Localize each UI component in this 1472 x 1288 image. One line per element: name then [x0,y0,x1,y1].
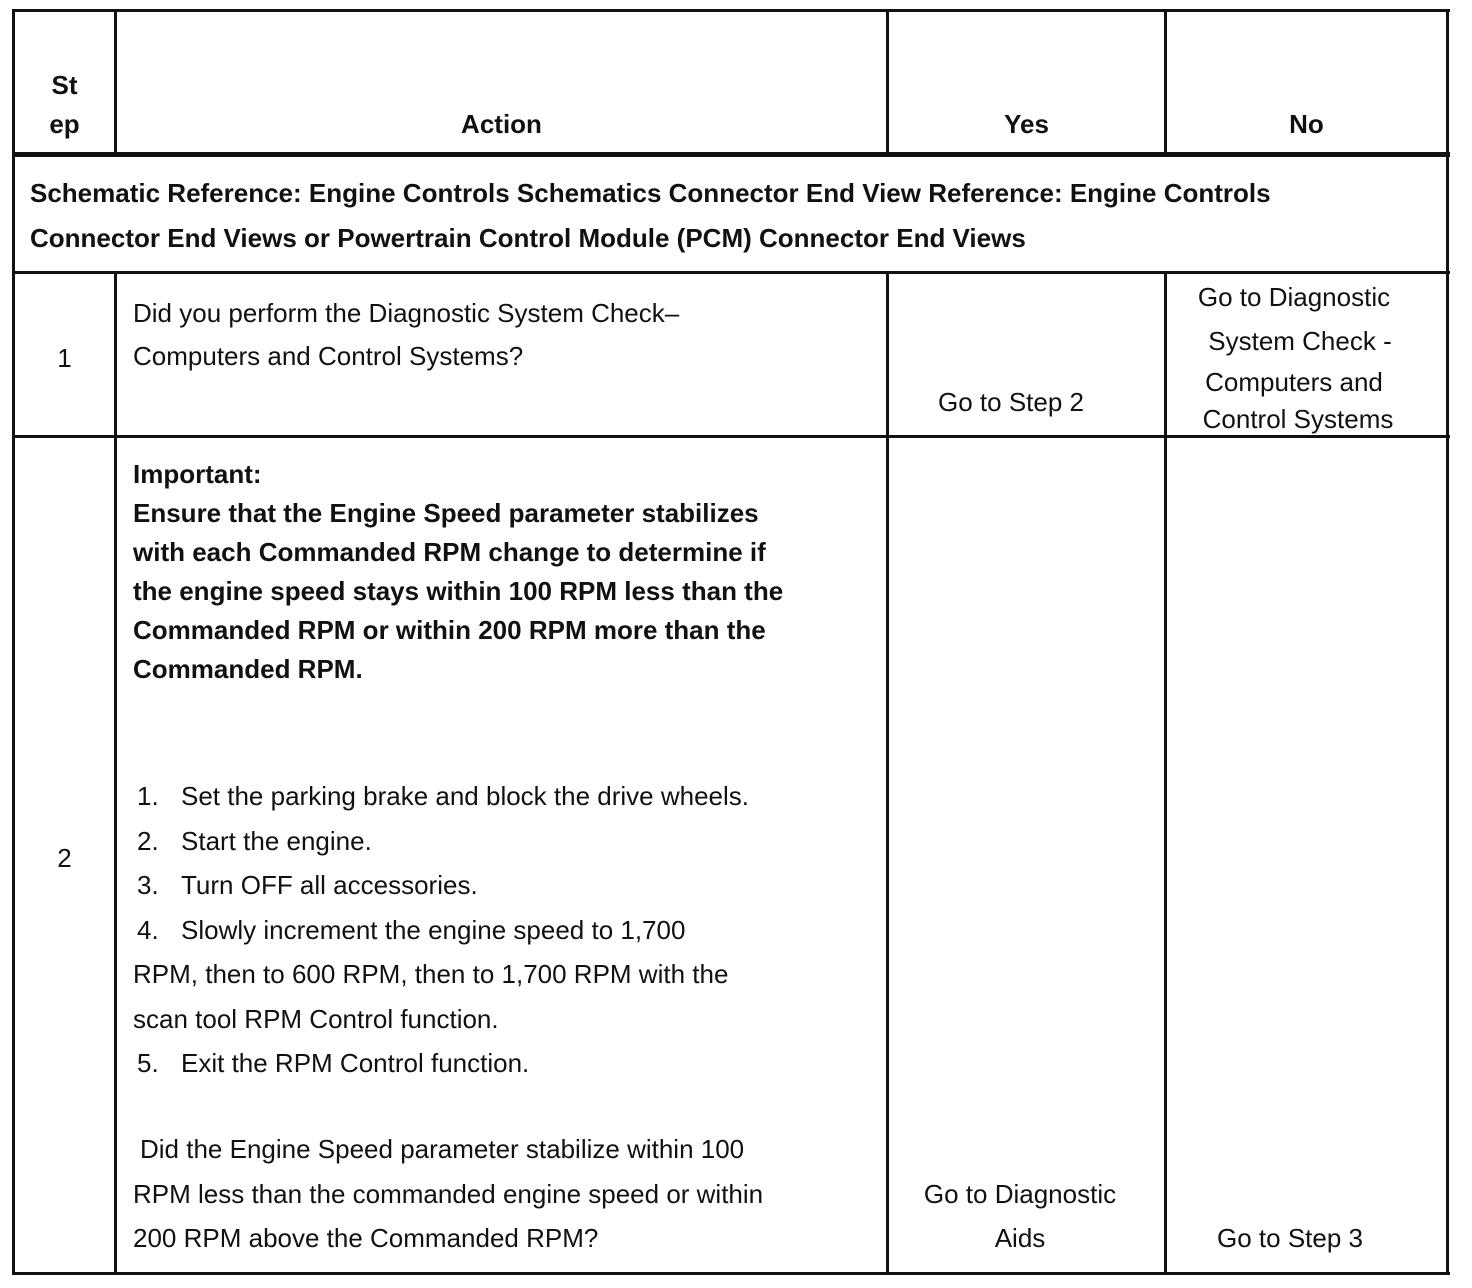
important-line2: with each Commanded RPM change to determine if [133,537,766,567]
row1-yes: Go to Step 2 [938,387,1084,417]
header-step-line1: St [51,70,78,100]
procedure-step-number-3: 3. [137,870,159,900]
reference-divider [12,271,1450,274]
header-divider [12,152,1450,157]
row1-no-line4: Control Systems [1202,404,1394,434]
header-action: Action [461,109,542,139]
procedure-step-number-4: 4. [137,915,159,945]
procedure-step-number-2: 2. [137,826,159,856]
table-border-bottom [12,1272,1450,1275]
procedure-step-text-2: Start the engine. [181,826,372,856]
important-line1: Ensure that the Engine Speed parameter stabilizes [133,498,759,528]
row1-step: 1 [57,343,72,373]
row2-question-line1: Did the Engine Speed parameter stabilize within 100 [140,1134,745,1164]
schematic-reference-line1: Schematic Reference: Engine Controls Schematics Connector End View Reference: Engine Controls [30,178,1271,208]
row1-action-line2: Computers and Control Systems? [133,341,524,371]
important-label: Important: [133,459,262,489]
important-line5: Commanded RPM. [133,654,363,684]
procedure-step-number-1: 1. [137,781,159,811]
col-divider-step-lower [114,271,117,1275]
row2-question-line3: 200 RPM above the Commanded RPM? [133,1223,599,1253]
row1-divider [12,435,1450,438]
procedure-step-number-5: 5. [137,1048,159,1078]
row2-yes-line1: Go to Diagnostic [923,1179,1117,1209]
important-line3: the engine speed stays within 100 RPM less than the [133,576,784,606]
procedure-step-text-4: Slowly increment the engine speed to 1,700 [181,915,686,945]
row2-question-line2: RPM less than the commanded engine speed or within [133,1179,764,1209]
row2-yes-line2: Aids [994,1223,1046,1253]
important-line4: Commanded RPM or within 200 RPM more than the [133,615,766,645]
procedure-step-text-5: Exit the RPM Control function. [181,1048,530,1078]
row2-no: Go to Step 3 [1217,1223,1363,1253]
procedure-step-text-1: Set the parking brake and block the drive wheels. [181,781,750,811]
col-divider-action-lower [886,271,889,1275]
row1-no-line1: Go to Diagnostic [1197,282,1391,312]
header-step-line2: ep [49,109,80,139]
row1-no-line3: Computers and [1205,367,1383,397]
row2-step: 2 [57,843,72,873]
schematic-reference-line2: Connector End Views or Powertrain Control Module (PCM) Connector End Views [30,223,1026,253]
header-yes: Yes [1004,109,1049,139]
procedure-step4-continuation-1: RPM, then to 600 RPM, then to 1,700 RPM with the [133,959,729,989]
procedure-step-text-3: Turn OFF all accessories. [181,870,478,900]
row1-action-line1: Did you perform the Diagnostic System Check– [133,298,680,328]
procedure-step4-continuation-2: scan tool RPM Control function. [133,1004,499,1034]
table-border-left [12,9,15,1275]
table-border-right [1446,9,1449,1275]
table-border-top [12,9,1450,12]
row1-no-line2: System Check - [1208,326,1392,356]
header-no: No [1289,109,1324,139]
